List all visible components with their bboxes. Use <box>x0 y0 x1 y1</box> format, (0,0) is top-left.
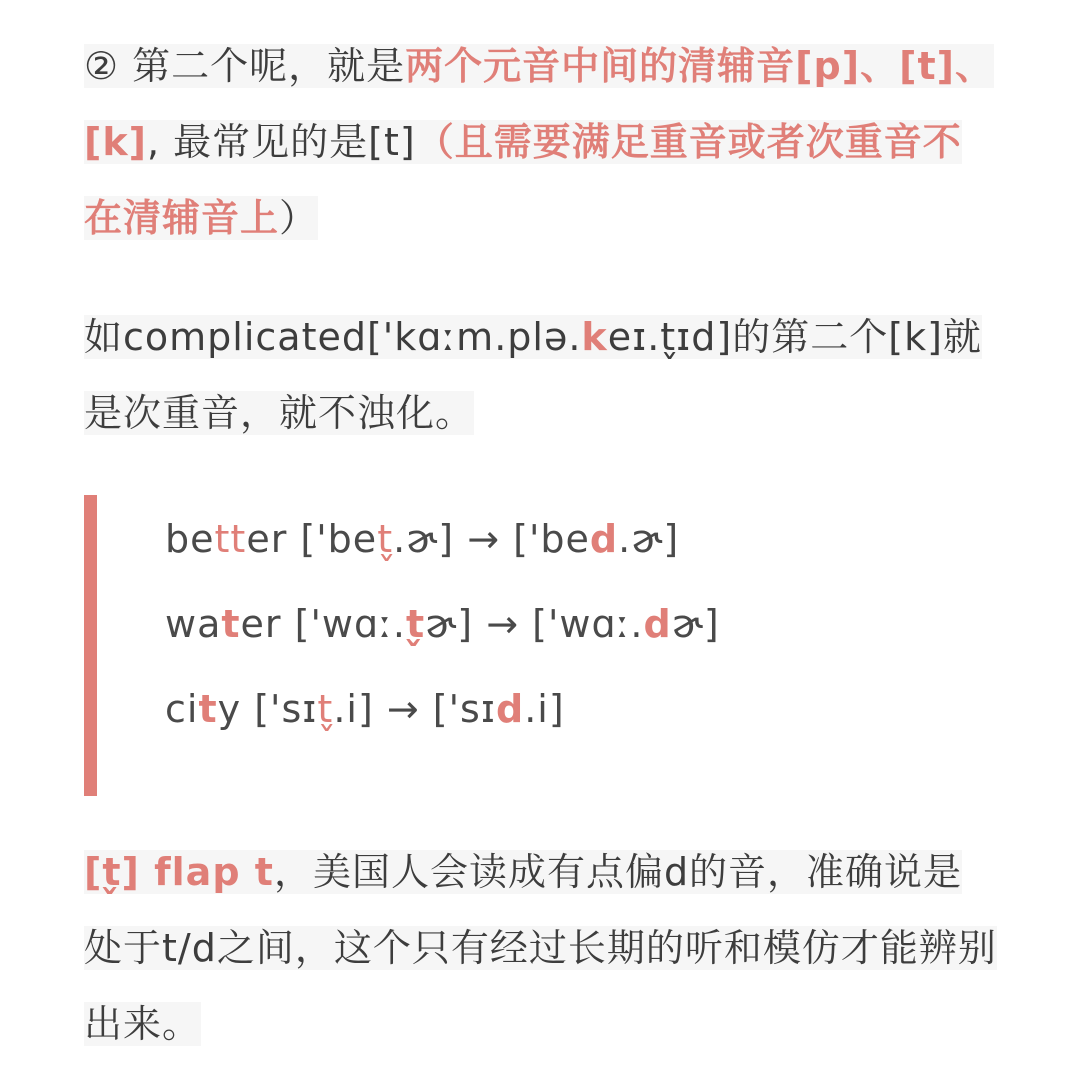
example-line-better <box>165 509 679 569</box>
example-ipa-original-post: .ɚ] <box>393 517 455 561</box>
example-ipa-flap-post: .i] <box>524 687 565 731</box>
example-word-highlight: tt <box>214 517 247 561</box>
example-word-post: er <box>246 517 288 561</box>
example-ipa-flap-pre: ['sɪ <box>432 687 496 731</box>
paragraph-flap-t-highlight <box>84 850 997 1046</box>
example-line-water <box>165 594 720 654</box>
closing-parenthesis: ） <box>279 196 319 240</box>
example-ipa-flap-highlight: d <box>589 517 619 561</box>
paragraph-complicated-example <box>84 299 1000 451</box>
example-ipa-original-post: .i] <box>333 687 374 731</box>
paragraph-flap-t <box>84 834 1000 1062</box>
example-ipa-original-pre: ['be <box>287 517 378 561</box>
complicated-text-before: 如complicated['kɑːm.plə. <box>84 315 582 359</box>
example-ipa-original-pre: ['sɪ <box>241 687 318 731</box>
example-ipa-original-highlight: t̬ <box>406 602 426 646</box>
example-word-highlight: t <box>198 687 218 731</box>
paragraph-rule-two-highlight <box>84 44 994 240</box>
example-ipa-flap-highlight: d <box>643 602 672 646</box>
most-common-t-text: , 最常见的是[t] <box>147 120 416 164</box>
example-word-post: y <box>217 687 242 731</box>
complicated-k-emphasis: k <box>581 315 608 359</box>
rule-two-intro-text: 第二个呢，就是 <box>119 44 406 88</box>
example-ipa-flap-highlight: d <box>495 687 525 731</box>
paragraph-complicated-highlight <box>84 315 982 435</box>
examples-blockquote <box>84 495 1000 796</box>
example-word-post: er <box>240 602 282 646</box>
complicated-text-after: eɪ.t̬ɪd]的第二个[k]就是次重音，就不浊化。 <box>84 315 982 435</box>
circled-number-marker: ② <box>84 44 120 88</box>
example-ipa-original-highlight: t̬ <box>377 517 394 561</box>
example-ipa-original-post: ɚ] <box>425 602 474 646</box>
flap-t-explanation: ，美国人会读成有点偏d的音，准确说是处于t/d之间，这个只有经过长期的听和模仿才能辨别出来。 <box>84 850 997 1046</box>
stress-condition-emphasis: （且需要满足重音或者次重音不在清辅音上 <box>84 120 962 240</box>
example-word-highlight: t <box>221 602 241 646</box>
article-body <box>84 28 1000 1062</box>
example-ipa-flap-post: .ɚ] <box>618 517 680 561</box>
example-ipa-flap-pre: ['be <box>513 517 590 561</box>
example-word-pre: ci <box>165 687 199 731</box>
example-line-city <box>165 679 565 739</box>
paragraph-rule-two <box>84 28 1000 256</box>
voiceless-consonants-emphasis: 两个元音中间的清辅音[p]、[t]、[k] <box>84 44 995 164</box>
example-word-pre: wa <box>165 602 222 646</box>
example-ipa-flap-post: ɚ] <box>671 602 720 646</box>
example-ipa-flap-pre: ['wɑː. <box>532 602 644 646</box>
arrow-icon: → <box>473 602 533 646</box>
flap-t-emphasis: [t̬] flap t <box>84 850 274 894</box>
example-word-pre: be <box>165 517 215 561</box>
example-ipa-original-highlight: t̬ <box>317 687 334 731</box>
example-ipa-original-pre: ['wɑː. <box>281 602 406 646</box>
blockquote-bar <box>84 495 97 796</box>
arrow-icon: → <box>373 687 433 731</box>
arrow-icon: → <box>454 517 514 561</box>
